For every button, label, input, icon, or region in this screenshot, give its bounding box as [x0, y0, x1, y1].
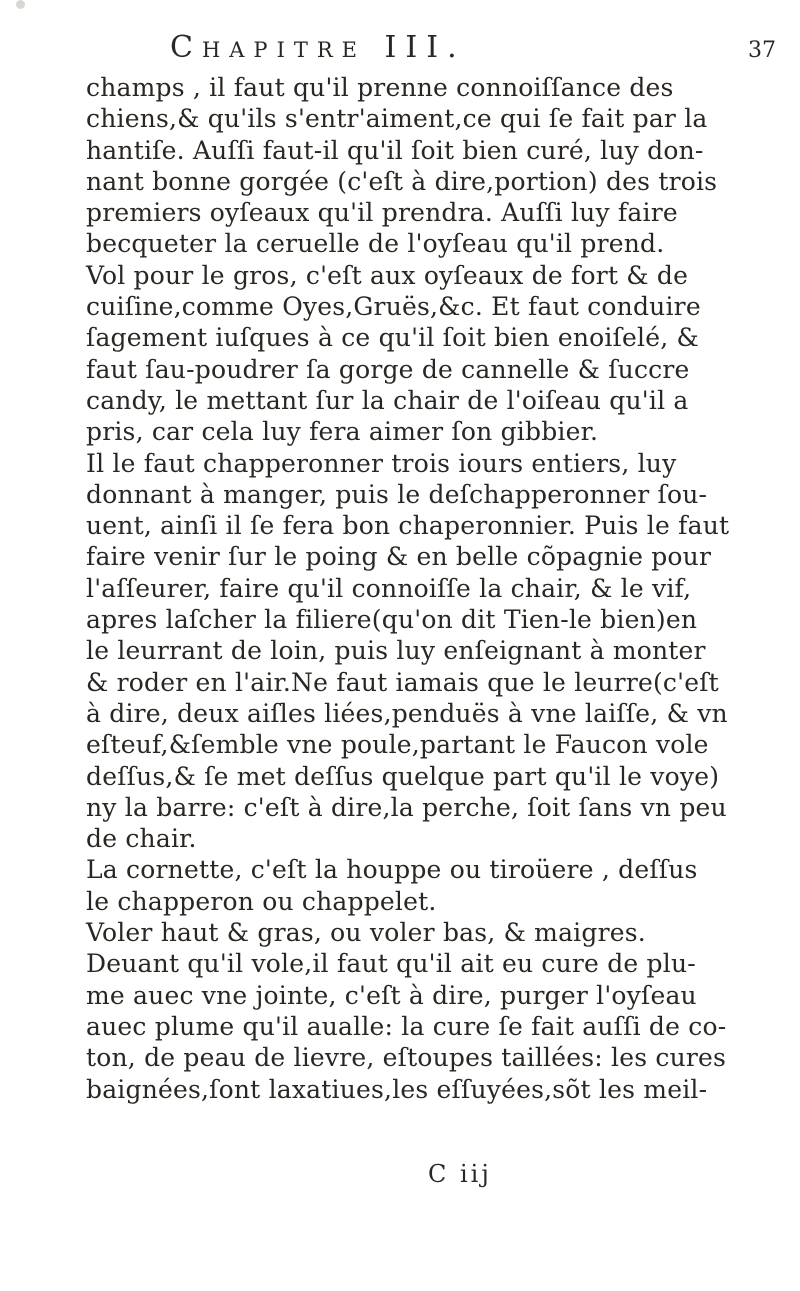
- text-line: La cornette, c'eſt la houppe ou tiroüere , deſſus: [86, 855, 698, 885]
- text-line: nant bonne gorgée (c'eſt à dire,portion) des trois: [86, 166, 718, 196]
- text-line: ny la barre: c'eſt à dire,la perche, ſoit ſans vn peu: [86, 792, 727, 822]
- text-line: premiers oyſeaux qu'il prendra. Auſſi luy faire: [86, 198, 678, 228]
- text-line: ſagement iuſques à ce qu'il ſoit bien enoiſelé, &: [86, 323, 699, 353]
- text-line: de chair.: [86, 824, 197, 854]
- text-line: becqueter la ceruelle de l'oyſeau qu'il prend.: [86, 229, 665, 259]
- text-line: auec plume qu'il aualle: la cure ſe fait auſſi de co-: [86, 1011, 727, 1041]
- text-line: & roder en l'air.Ne faut iamais que le leurre(c'eſt: [86, 667, 719, 697]
- text-line: Deuant qu'il vole,il faut qu'il ait eu cure de plu-: [86, 949, 696, 979]
- text-line: me auec vne jointe, c'eſt à dire, purger l'oyſeau: [86, 980, 697, 1010]
- text-line: à dire, deux aiſles liées,penduës à vne laiſſe, & vn: [86, 698, 728, 728]
- text-line: deſſus,& ſe met deſſus quelque part qu'il le voye): [86, 761, 720, 791]
- text-line: uent, ainſi il ſe fera bon chaperonnier. Puis le faut: [86, 511, 730, 541]
- text-line: cuiſine,comme Oyes,Gruës,&c. Et faut conduire: [86, 292, 701, 322]
- page-header: [0, 30, 800, 70]
- text-line: hantiſe. Auſſi faut-il qu'il ſoit bien curé, luy don-: [86, 135, 704, 165]
- running-head: Chapitre III.: [170, 30, 466, 65]
- text-line: pris, car cela luy fera aimer ſon gibbier.: [86, 417, 599, 447]
- text-line: donnant à manger, puis le deſchapperonner ſou-: [86, 479, 708, 509]
- text-line: le chapperon ou chappelet.: [86, 886, 437, 916]
- text-line: le leurrant de loin, puis luy enſeignant à monter: [86, 636, 706, 666]
- text-line: candy, le mettant ſur la chair de l'oiſeau qu'il a: [86, 385, 689, 415]
- text-line: Vol pour le gros, c'eſt aux oyſeaux de fort & de: [86, 260, 689, 290]
- text-line: eſteuf,&ſemble vne poule,partant le Faucon vole: [86, 730, 709, 760]
- text-line: champs , il faut qu'il prenne connoiſſance des: [86, 73, 674, 102]
- text-line: ton, de peau de lievre, eſtoupes taillées: les cures: [86, 1043, 727, 1073]
- text-line: chiens,& qu'ils s'entr'aiment,ce qui ſe fait par la: [86, 104, 708, 134]
- text-line: l'aſſeurer, faire qu'il connoiſſe la chair, & le vif,: [86, 573, 692, 603]
- text-line: faut ſau-poudrer ſa gorge de cannelle & ſuccre: [86, 354, 690, 384]
- text-line: Il le faut chapperonner trois iours entiers, luy: [86, 448, 677, 478]
- signature-mark: C iij: [428, 1160, 492, 1188]
- text-line: apres laſcher la filiere(qu'on dit Tien-le bien)en: [86, 605, 698, 635]
- page-number: 37: [748, 38, 776, 63]
- body-text: [86, 72, 766, 1105]
- ink-smudge: [16, 0, 25, 9]
- text-line: Voler haut & gras, ou voler bas, & maigres.: [86, 918, 646, 948]
- text-line: baignées,ſont laxatiues,les eſſuyées,sõt les meil-: [86, 1074, 708, 1104]
- text-line: faire venir ſur le poing & en belle cõpagnie pour: [86, 542, 712, 572]
